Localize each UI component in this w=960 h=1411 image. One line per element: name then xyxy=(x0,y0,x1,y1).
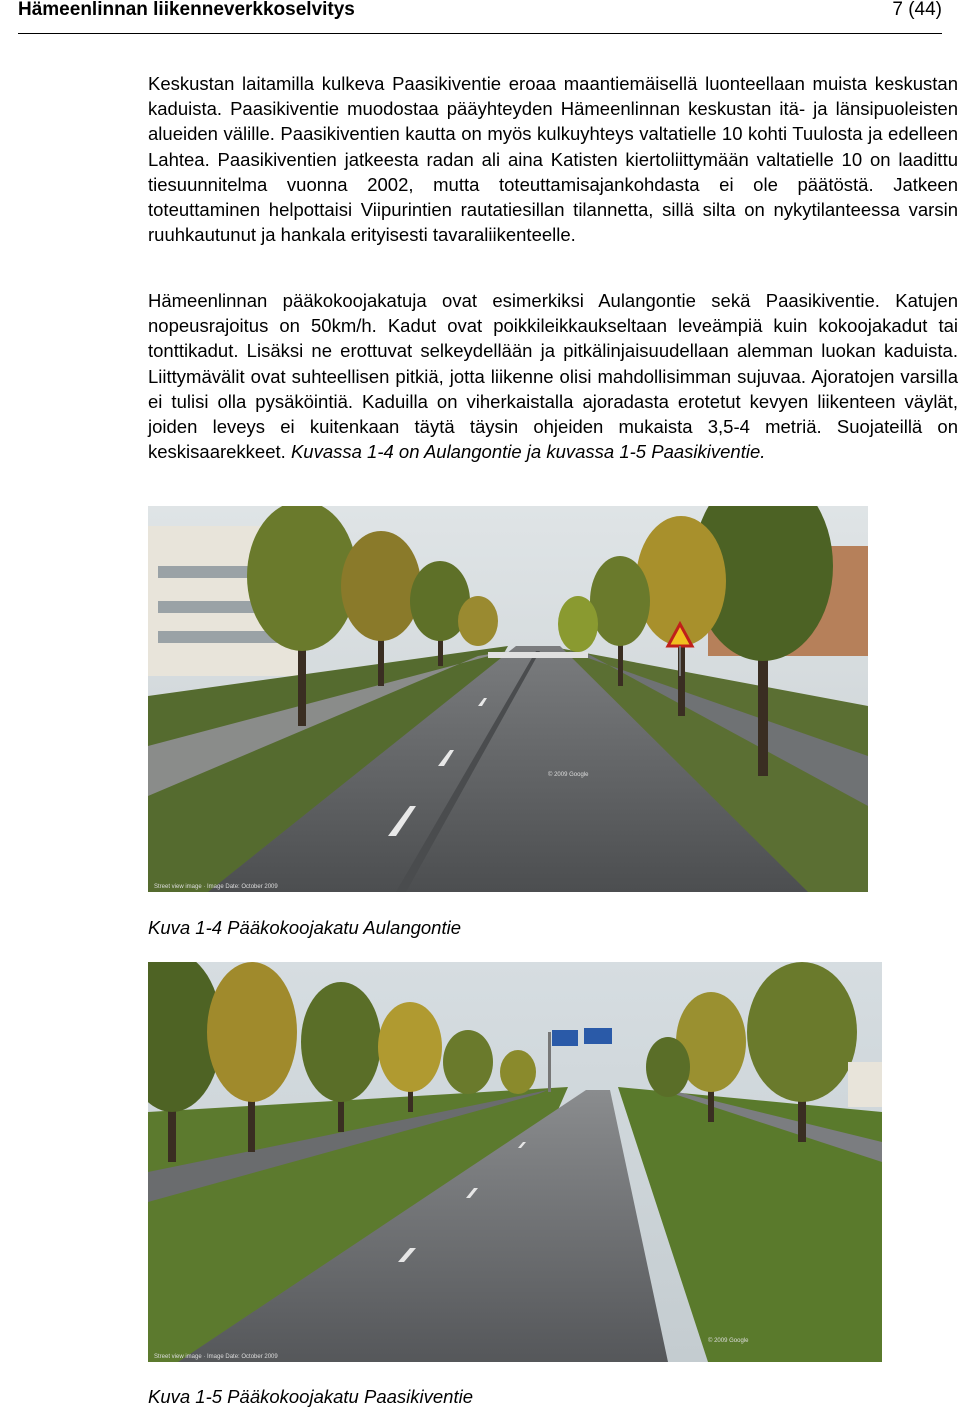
photo-credit: Street view image · Image Date: October 2009 xyxy=(154,884,278,890)
header-divider xyxy=(18,33,942,34)
paragraph-kokoojakadut-text: Hämeenlinnan pääkokoojakatuja ovat esimerkiksi Aulangontie sekä Paasikiventie. Katujen nopeusrajoitus on 50km/h. Kadut ovat poikkileikkaukseltaan leveämpiä kuin kokoojakadut tai tonttikadut. Lisäksi ne erottuvat selkeydellään ja pitkälinjaisuudellaan alemman luokan kaduista. Liittymävälit ovat suhteellisen pitkiä, jotta liikenne olisi mahdollisimman sujuvaa. Ajoratojen varsilla ei tulisi olla pysäköintiä. Kaduilla on viherkaistalla ajoradasta erotetut kevyen liikenteen väylät, joiden leveys ei kuitenkaan täytä täysin ohjeiden mukaista 3,5-4 metriä. Suojateillä on keskisaarekkeet. xyxy=(148,290,958,463)
figure-caption-1: Kuva 1-4 Pääkokoojakatu Aulangontie xyxy=(148,917,462,938)
bus xyxy=(848,1062,882,1107)
crosswalk xyxy=(488,652,588,658)
building-windows xyxy=(158,631,278,643)
figure-caption-2: Kuva 1-5 Pääkokoojakatu Paasikiventie xyxy=(148,1386,473,1407)
document-title: Hämeenlinnan liikenneverkkoselvitys xyxy=(18,0,355,20)
photo-watermark: © 2009 Google xyxy=(708,1338,749,1344)
figure-reference: Kuvassa 1-4 on Aulangontie ja kuvassa 1-5 Paasikiventie. xyxy=(290,441,766,463)
sign-pole xyxy=(548,1032,551,1092)
photo-paasikiventie xyxy=(148,962,882,1362)
photo-watermark: © 2009 Google xyxy=(548,772,589,778)
photo-aulangontie xyxy=(148,506,868,892)
paragraph-kokoojakadut xyxy=(148,288,958,464)
street-scene-paasikiventie xyxy=(148,962,882,1362)
direction-sign xyxy=(584,1028,612,1044)
page-header xyxy=(18,0,942,34)
paragraph-paasikiventie: Keskustan laitamilla kulkeva Paasikiventie eroaa maantiemäisellä luonteellaan muista keskustan kaduista. Paasikiventie muodostaa pääyhteyden Hämeenlinnan keskustan itä- ja länsipuoleisten alueiden välille. Paasikiventien kautta on myös kulkuyhteys valtatielle 10 kohti Tuulosta ja edelleen Lahtea. Paasikiventien jatkeesta radan ali aina Katisten kiertoliittymään valtatielle 10 on laadittu tiesuunnitelma vuonna 2002, mutta toteuttamisajankohdasta ei ole päätöstä. Jatkeen toteuttaminen helpottaisi Viipurintien rautatiesillan tilannetta, sillä silta on nykytilanteessa varsin ruuhkautunut ja hankala erityisesti tavaraliikenteelle. xyxy=(148,73,958,246)
sign-pole xyxy=(679,646,681,676)
page-number: 7 (44) xyxy=(892,0,942,20)
photo-credit: Street view image · Image Date: October 2009 xyxy=(154,1354,278,1360)
direction-sign xyxy=(552,1030,578,1046)
street-scene-aulangontie xyxy=(148,506,868,892)
